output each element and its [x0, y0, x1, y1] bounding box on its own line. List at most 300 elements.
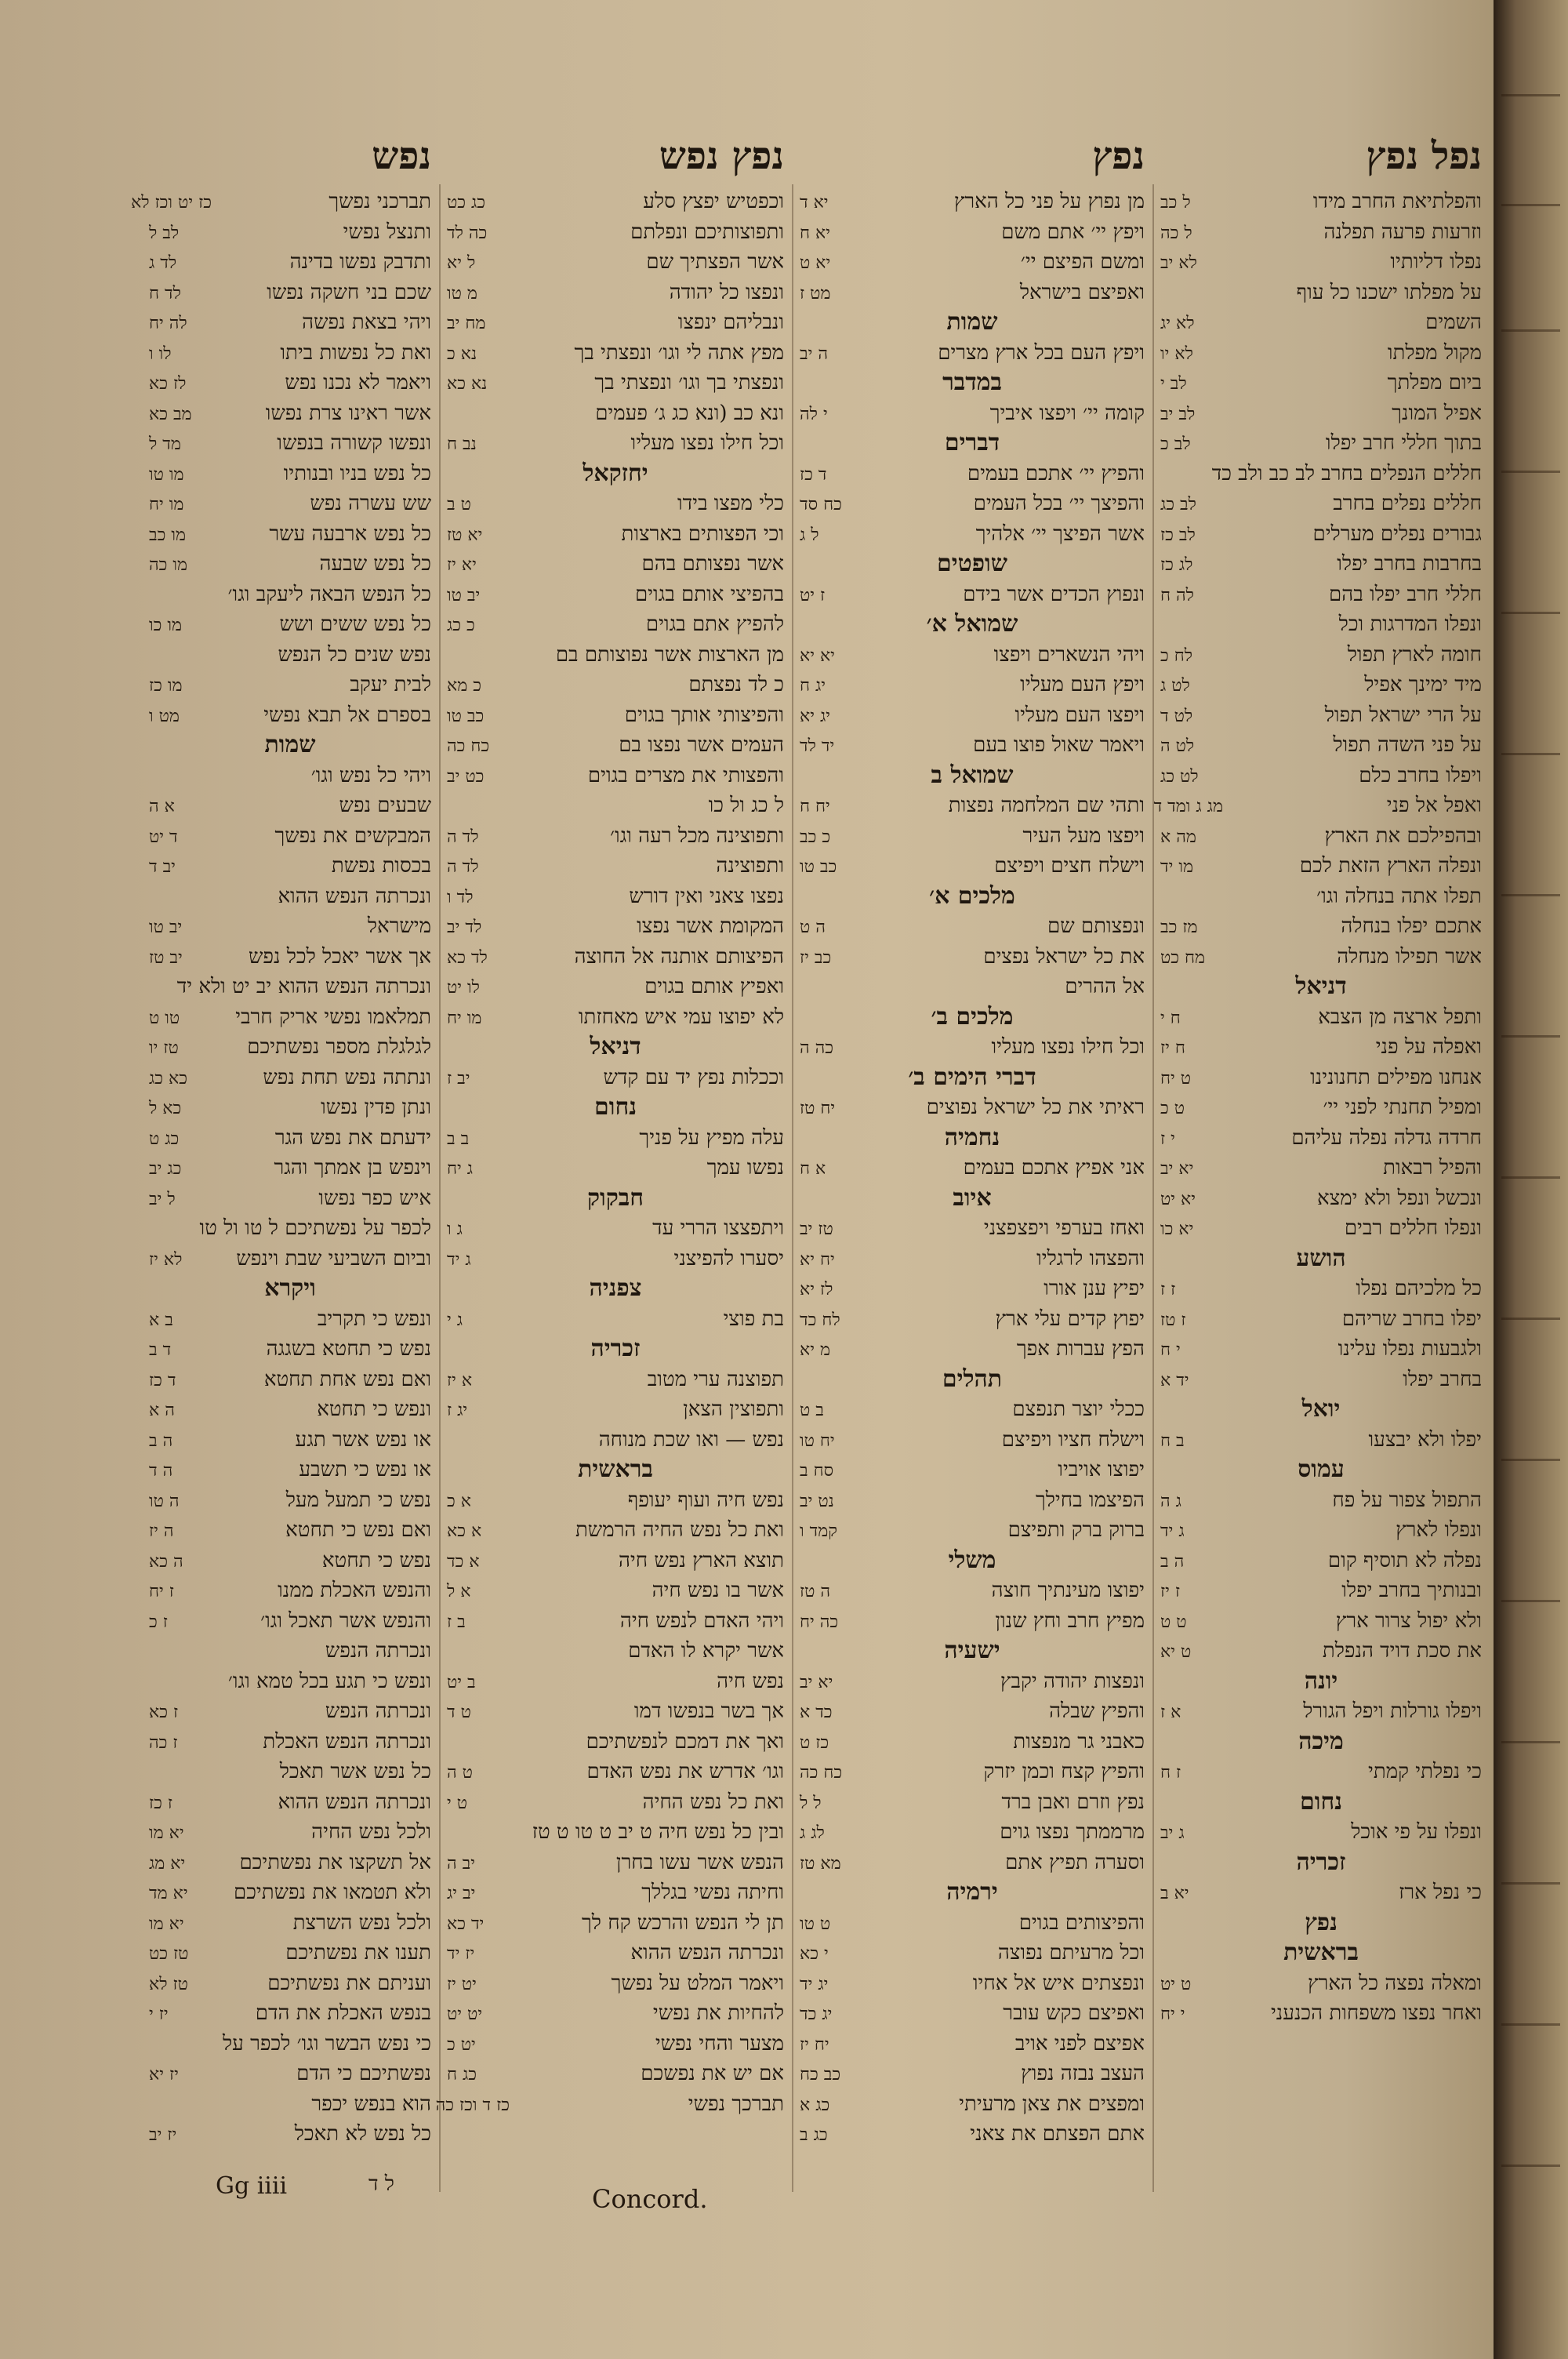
concordance-entry	[149, 2119, 431, 2150]
entry-text: ולכל נפש השרצת	[292, 1910, 431, 1935]
entry-reference: ז כ	[149, 1612, 168, 1632]
entry-text: אפיל המונך	[1392, 401, 1482, 425]
entry-reference: כה ה	[800, 1038, 834, 1058]
entry-reference: ה ב	[149, 1430, 173, 1451]
entry-text: העצב נבזה נפוץ	[1021, 2062, 1145, 2085]
entry-text: את סכת דויד הנפלת	[1322, 1639, 1482, 1663]
entry-text: תפלו אתה בנחלה וגו׳	[1316, 884, 1482, 908]
entry-text: ונפצות יהודה יקבץ	[1000, 1669, 1145, 1693]
concordance-entry	[447, 1667, 784, 1697]
concordance-entry	[1160, 761, 1482, 791]
concordance-entry	[1160, 489, 1482, 519]
entry-reference: לב י	[1160, 374, 1187, 394]
entry-text: והפיצך יי׳ בכל העמים	[973, 492, 1145, 515]
entry-text: אך בשר בנפשו דמו	[633, 1699, 784, 1723]
concordance-entry	[447, 307, 784, 338]
concordance-entry	[1160, 1485, 1482, 1516]
concordance-entry	[800, 489, 1145, 519]
concordance-entry	[149, 1063, 431, 1093]
concordance-entry	[1160, 1606, 1482, 1637]
concordance-entry	[149, 1606, 431, 1637]
entry-text: הוא בנפש יכפר	[311, 2092, 431, 2116]
concordance-entry	[447, 1727, 784, 1757]
entry-text: יפלו ולא יבצעו	[1368, 1427, 1482, 1452]
entry-reference: יב ה	[447, 1853, 476, 1874]
concordance-entry	[447, 1394, 784, 1425]
concordance-entry	[800, 700, 1145, 731]
concordance-entry	[800, 2029, 1145, 2059]
entry-reference: יב טו	[447, 585, 481, 605]
entry-text: ובין כל נפש חיה ט יב ט טו ט טז	[532, 1820, 784, 1844]
entry-text: יפלו בחרב שריהם	[1341, 1307, 1482, 1331]
entry-reference: יא יב	[800, 1672, 833, 1692]
concordance-entry	[800, 1304, 1145, 1335]
concordance-entry	[800, 1485, 1145, 1516]
entry-text: וינפש בן אמתך והגר	[274, 1156, 431, 1180]
entry-reference: א ז	[1160, 1703, 1181, 1722]
entry-text: יפיץ ענן אורו	[1044, 1277, 1145, 1300]
concordance-entry	[1160, 278, 1482, 308]
concordance-entry	[800, 1092, 1145, 1123]
entry-text: נפשתיכם כי הדם	[296, 2062, 431, 2085]
entry-reference: לד כא	[447, 947, 488, 968]
entry-text: ונפצתי בך וגו׳ ונפצתי בך	[594, 371, 784, 394]
entry-reference: ה ב	[1160, 1551, 1185, 1572]
concordance-entry	[447, 398, 784, 429]
entry-text: כל נפש ששים ושש	[279, 612, 431, 636]
concordance-entry	[149, 1546, 431, 1576]
concordance-entry	[1160, 1636, 1482, 1667]
concordance-entry	[447, 1123, 784, 1154]
entry-text: איש כפר נפשו	[318, 1186, 431, 1210]
entry-text: הנפש אשר עשו בחרן	[615, 1850, 784, 1874]
entry-text: ואת כל נפש החיה	[642, 1790, 784, 1814]
concordance-entry	[800, 1998, 1145, 2029]
concordance-entry	[1160, 1002, 1482, 1033]
concordance-entry	[800, 670, 1145, 700]
concordance-entry	[447, 1908, 784, 1939]
entry-text: שמואל ב	[931, 761, 1014, 789]
entry-reference: לב כז	[1160, 525, 1196, 545]
entry-text: נפש כי תמעל מעל	[285, 1488, 431, 1512]
entry-reference: ג יב	[1160, 1823, 1185, 1843]
concordance-entry	[800, 851, 1145, 881]
entry-text: ויפצו מעל העיר	[1022, 823, 1145, 848]
entry-text: יחזקאל	[583, 459, 648, 487]
concordance-entry	[149, 398, 431, 429]
concordance-entry	[1160, 1515, 1482, 1546]
book-heading	[800, 307, 1145, 338]
entry-text: ונפש כי תחטא	[317, 1398, 431, 1421]
concordance-entry	[800, 2059, 1145, 2089]
entry-text: והנפש אשר תאכל וגו׳	[260, 1608, 431, 1633]
entry-text: ונפלו חללים רבים	[1344, 1216, 1482, 1240]
concordance-entry	[149, 700, 431, 731]
concordance-entry	[447, 942, 784, 972]
entry-text: ואפיצם בישראל	[1019, 280, 1145, 304]
entry-reference: לד יב	[447, 918, 482, 937]
concordance-entry	[447, 247, 784, 278]
concordance-entry	[149, 1667, 431, 1697]
column-4	[131, 125, 431, 2196]
book-heading	[800, 1002, 1145, 1033]
entry-reference: יח יז	[800, 2034, 829, 2055]
entry-text: ויאמר שאול פוצו בעם	[973, 733, 1145, 757]
concordance-entry	[1160, 1274, 1482, 1304]
entry-text: ויפץ יי׳ אתם משם	[1001, 220, 1145, 244]
entry-reference: לג ג	[800, 1823, 825, 1843]
concordance-entry	[800, 1817, 1145, 1848]
concordance-entry	[447, 670, 784, 700]
entry-reference: יד לד	[800, 736, 835, 756]
entry-text: בכסות נפשת	[331, 854, 431, 878]
entry-text: ואם נפש כי תחטא	[285, 1518, 431, 1542]
entry-text: ותפוצינה	[716, 854, 784, 878]
entry-reference: א כא	[447, 1521, 482, 1541]
entry-text: נפץ	[1305, 1908, 1338, 1936]
concordance-entry	[1160, 1757, 1482, 1787]
entry-text: ונכרתה הנפש	[325, 1699, 431, 1723]
entry-reference: כא ל	[149, 1099, 182, 1118]
concordance-entry	[800, 1696, 1145, 1727]
entry-text: עמוס	[1298, 1456, 1345, 1483]
entry-text: ויהי הנשארים ויפצו	[993, 642, 1145, 667]
concordance-entry	[149, 1908, 431, 1939]
entry-reference: יא ד	[800, 193, 829, 213]
entry-text: שש עשרה נפש	[310, 492, 431, 515]
entry-text: חבקוק	[587, 1183, 644, 1212]
concordance-entry	[800, 338, 1145, 369]
entry-text: קומה יי׳ ויפצו איביך	[989, 401, 1145, 425]
concordance-entry	[447, 1002, 784, 1033]
entry-reference: ה יז	[149, 1521, 174, 1541]
entry-text: כי נפלתי קמתי	[1368, 1760, 1482, 1783]
entry-text: זכריה	[590, 1335, 641, 1362]
concordance-entry	[447, 851, 784, 881]
entry-text: מקול מפלתו	[1387, 340, 1482, 365]
entry-reference: מג ג ומד ד	[1153, 797, 1223, 816]
concordance-entry	[447, 1304, 784, 1335]
entry-text: ויהי האדם לנפש חיה	[619, 1608, 784, 1633]
concordance-entry	[1160, 821, 1482, 852]
entry-text: מיד ימינך אפיל	[1364, 673, 1482, 696]
concordance-entry	[1160, 580, 1482, 610]
entry-reference: לו יט	[447, 978, 480, 998]
entry-reference: ג י	[447, 1310, 463, 1330]
concordance-entry	[447, 580, 784, 610]
column-header: נפץ	[1092, 134, 1145, 178]
concordance-entry	[800, 791, 1145, 821]
facing-page-edge	[1494, 0, 1568, 2359]
concordance-entry	[1160, 398, 1482, 429]
concordance-entry	[1160, 1183, 1482, 1214]
entry-text: וכל חילו נפצו מעליו	[630, 431, 784, 455]
entry-reference: א כ	[447, 1491, 471, 1511]
concordance-entry	[149, 881, 431, 912]
entry-reference: כד א	[800, 1703, 833, 1722]
concordance-entry	[1160, 1153, 1482, 1183]
entry-text: מצער והחי נפשי	[655, 2031, 784, 2055]
entry-reference: יג יד	[800, 1974, 829, 1994]
entry-text: אפיצם לפני אויב	[1014, 2031, 1145, 2055]
entry-reference: קמד ו	[800, 1521, 838, 1541]
entry-text: ונפלו על פי אוכל	[1351, 1820, 1482, 1844]
entry-text: כאבני גר מנפצות	[1013, 1729, 1145, 1754]
concordance-entry	[800, 247, 1145, 278]
entry-reference: יב ז	[447, 1068, 470, 1089]
entry-reference: ז ח	[1160, 1763, 1181, 1783]
entry-text: דברים	[944, 429, 1000, 456]
entry-reference: ט י	[447, 1793, 468, 1813]
entry-text: אתכם יפלו בנחלה	[1341, 914, 1482, 938]
entry-text: וכי הפצותים בארצות	[621, 522, 784, 546]
concordance-entry	[1160, 881, 1482, 912]
entry-text: ומפיל תחנתי לפני יי׳	[1323, 1096, 1482, 1119]
concordance-entry	[1160, 428, 1482, 459]
concordance-entry	[800, 821, 1145, 852]
entry-reference: לט כג	[1160, 766, 1199, 787]
entry-text: הפץ עברות אפך	[1016, 1337, 1145, 1361]
entry-reference: מו טו	[149, 464, 184, 485]
entry-reference: ז טז	[1160, 1310, 1186, 1330]
entry-text: דניאל	[590, 1033, 641, 1060]
concordance-entry	[1160, 187, 1482, 217]
entry-reference: ט יח	[1160, 1068, 1192, 1089]
column-header: נפץ נפש	[659, 134, 784, 178]
entry-text: כל מלכיהם נפלו	[1356, 1277, 1482, 1300]
entry-text: ראיתי את כל ישראל נפוצים	[926, 1096, 1145, 1119]
concordance-entry	[149, 1485, 431, 1516]
entry-text: צפניה	[589, 1274, 642, 1302]
entry-reference: מו כז	[149, 676, 183, 696]
entry-text: נחמיה	[944, 1123, 1000, 1151]
entry-text: חללים נפלים בחרב	[1333, 492, 1482, 515]
book-heading	[447, 1274, 784, 1304]
entry-reference: ז יח	[149, 1582, 174, 1601]
entry-text: על מפלתו ישכנו כל עוף	[1296, 280, 1482, 304]
book-heading	[800, 1877, 1145, 1908]
entry-reference: כ כב	[800, 827, 831, 847]
entry-reference: כה לד	[447, 223, 488, 243]
entry-reference: ל כה	[1160, 223, 1192, 243]
entry-text: מלכים ב׳	[931, 1002, 1014, 1030]
concordance-entry	[149, 761, 431, 791]
entry-text: המבקשים את נפשך	[274, 823, 431, 848]
concordance-entry	[800, 519, 1145, 550]
concordance-entry	[1160, 1425, 1482, 1456]
catchword: Concord.	[592, 2184, 708, 2214]
entry-reference: ה א	[149, 1401, 175, 1420]
concordance-entry	[149, 1455, 431, 1485]
entry-text: מפץ אתה לי וגו׳ ונפצתי בך	[574, 340, 784, 365]
book-heading	[447, 1183, 784, 1214]
entry-reference: כח סד	[800, 495, 842, 514]
entry-text: ונפשו קשורה בנפשו	[277, 431, 431, 455]
concordance-entry	[447, 791, 784, 821]
entry-reference: יד א	[1160, 1370, 1189, 1390]
entry-text: ועניתם את נפשתיכם	[267, 1971, 431, 1995]
entry-text: והפלתיאת החרב מידו	[1312, 190, 1482, 213]
entry-reference: ל ג	[800, 525, 819, 545]
entry-reference: יג ז	[447, 1401, 468, 1420]
concordance-entry	[1160, 459, 1482, 489]
concordance-entry	[447, 1576, 784, 1606]
entry-text: מן נפוץ על פני כל הארץ	[953, 190, 1145, 213]
entry-reference: יא יט	[1160, 1189, 1196, 1209]
entry-reference: טז לא	[149, 1974, 188, 1994]
book-heading	[447, 1334, 784, 1365]
entry-reference: כג א	[800, 2095, 830, 2115]
entry-reference: יא יא	[800, 645, 835, 666]
concordance-entry	[447, 1817, 784, 1848]
entry-text: שמואל א׳	[926, 610, 1018, 638]
entry-text: בת פוצי	[723, 1307, 784, 1331]
entry-text: ובנותיך בחרב יפלו	[1341, 1579, 1482, 1602]
column-rule	[1152, 184, 1154, 2192]
entry-text: ותפוצינה מכל רעה וגו׳	[609, 823, 784, 848]
concordance-entry	[149, 1123, 431, 1154]
entry-text: לא יפוצו עמי איש מאחזתו	[578, 1005, 784, 1029]
entry-text: אשר ראינו צרת נפשו	[265, 401, 431, 425]
concordance-entry	[1160, 609, 1482, 640]
concordance-entry	[1160, 338, 1482, 369]
entry-reference: כח כה	[800, 1763, 843, 1783]
entry-text: נפש חיה	[717, 1669, 784, 1693]
entry-text: ונכרתה הנפש ההוא יב יט ולא יד	[176, 975, 431, 998]
entry-text: כל נפש אשר תאכל	[279, 1760, 431, 1783]
concordance-entry	[1160, 1546, 1482, 1576]
entry-reference: נא כ	[447, 343, 477, 364]
entry-reference: לא יג	[1160, 314, 1195, 333]
concordance-entry	[1153, 791, 1482, 821]
entry-reference: ד ב	[149, 1340, 172, 1360]
concordance-entry	[800, 2119, 1145, 2150]
concordance-entry	[149, 1334, 431, 1365]
entry-reference: ה כא	[149, 1551, 183, 1572]
concordance-entry	[149, 942, 431, 972]
entry-reference: מט ז	[800, 283, 831, 304]
book-heading	[1160, 1667, 1482, 1697]
entry-text: ונתתה נפש תחת נפש	[263, 1065, 431, 1089]
concordance-entry	[149, 1365, 431, 1395]
concordance-entry	[1160, 670, 1482, 700]
entry-text: העמים אשר נפצו בם	[619, 733, 784, 757]
concordance-entry	[149, 1304, 431, 1335]
entry-reference: יב יג	[447, 1884, 476, 1903]
entry-text: שבעים נפש	[339, 794, 431, 817]
entry-text: ונכרתה הנפש האכלת	[263, 1729, 431, 1754]
concordance-entry	[149, 851, 431, 881]
entry-text: שמות	[264, 731, 316, 758]
entry-text: נפש כי תחטא	[321, 1548, 431, 1572]
entry-reference: לה יח	[149, 314, 187, 333]
entry-text: מפיץ חרב וחץ שנון	[995, 1608, 1145, 1633]
concordance-entry	[1160, 1998, 1482, 2029]
entry-reference: כב טו	[447, 706, 485, 726]
entry-reference: יא יז	[447, 555, 477, 575]
entry-text: השמים	[1425, 311, 1482, 334]
entry-reference: יח טז	[800, 1099, 836, 1118]
entry-reference: נב ח	[447, 434, 477, 454]
concordance-entry	[1160, 911, 1482, 942]
entry-reference: מט ו	[149, 706, 180, 726]
entry-reference: ג יד	[447, 1249, 471, 1270]
concordance-entry	[447, 368, 784, 398]
entry-text: כל נפש ארבעה עשר	[269, 522, 431, 546]
concordance-entry	[149, 791, 431, 821]
entry-text: הפיצמו בחילך	[1035, 1488, 1145, 1512]
entry-text: ויפץ העם בכל ארץ מצרים	[938, 340, 1145, 365]
entry-reference: טז יו	[149, 1038, 179, 1058]
entry-reference: יא טז	[447, 525, 483, 545]
entry-reference: ז כה	[149, 1732, 178, 1753]
book-heading	[800, 1183, 1145, 1214]
entry-reference: לח כ	[1160, 645, 1193, 666]
concordance-entry	[1160, 307, 1482, 338]
entry-reference: לט ד	[1160, 706, 1193, 726]
entry-text: בחרב יפלו	[1403, 1367, 1482, 1391]
book-heading	[800, 1546, 1145, 1576]
entry-text: ברוק ברק ותפיצם	[1007, 1518, 1145, 1542]
concordance-entry	[1160, 1877, 1482, 1908]
entry-text: עלה מפיץ על פניך	[639, 1125, 784, 1150]
concordance-entry	[447, 338, 784, 369]
entry-text: מיכה	[1298, 1727, 1344, 1755]
entry-reference: לב כ	[1160, 434, 1191, 454]
entry-reference: א כד	[447, 1551, 480, 1572]
concordance-entry	[149, 519, 431, 550]
concordance-entry	[1160, 1213, 1482, 1244]
entry-reference: כז יט וכז לא	[131, 193, 212, 213]
concordance-entry	[800, 459, 1145, 489]
entry-text: אשר הפצתיך שם	[646, 250, 784, 274]
entry-text: ביום מפלתך	[1387, 371, 1482, 394]
entry-text: תענו את נפשתיכם	[285, 1941, 431, 1965]
entry-text: יסערו להפיצני	[673, 1246, 784, 1270]
entry-text: נפש כי תחטא בשגגה	[266, 1337, 431, 1361]
entry-reference: מו יח	[149, 495, 184, 514]
entry-text: ותפוצין הצאן	[683, 1398, 784, 1421]
concordance-entry	[1160, 1032, 1482, 1063]
entry-text: ונפוץ הכדים אשר בידם	[963, 582, 1145, 606]
book-heading	[1160, 1394, 1482, 1425]
concordance-entry	[447, 1063, 784, 1093]
entry-text: תפוצנה ערי מטוב	[647, 1367, 784, 1391]
entry-reference: א ה	[149, 797, 175, 816]
entry-text: ונפצותם שם	[1047, 914, 1145, 938]
entry-text: ואת כל נפש החיה הרמשת	[575, 1518, 784, 1542]
entry-text: ויקרא	[264, 1274, 316, 1302]
entry-reference: יז יב	[149, 2125, 177, 2145]
entry-reference: לט ה	[1160, 736, 1195, 756]
entry-text: ואחר נפצו משפחות הכנעני	[1270, 2001, 1482, 2025]
entry-reference: ג ו	[447, 1219, 463, 1239]
concordance-entry	[1160, 1123, 1482, 1154]
entry-text: יפוצו אויביו	[1058, 1458, 1145, 1481]
entry-reference: יב ד	[149, 857, 176, 877]
concordance-entry	[800, 1032, 1145, 1063]
entry-reference: יג ח	[800, 676, 826, 696]
entry-text: בתוך חללי חרב יפלו	[1325, 431, 1482, 455]
entry-text: ידעתם את נפש הגר	[274, 1125, 431, 1150]
entry-reference: יא מד	[149, 1884, 188, 1903]
concordance-entry	[447, 881, 784, 912]
entry-reference: כג ח	[447, 2065, 477, 2085]
entry-reference: י יח	[1160, 2005, 1185, 2024]
entry-text: ואפיץ אותם בגוים	[644, 975, 784, 998]
entry-text: במדבר	[942, 369, 1002, 396]
entry-text: אתם הפצתם את צאני	[970, 2122, 1145, 2146]
